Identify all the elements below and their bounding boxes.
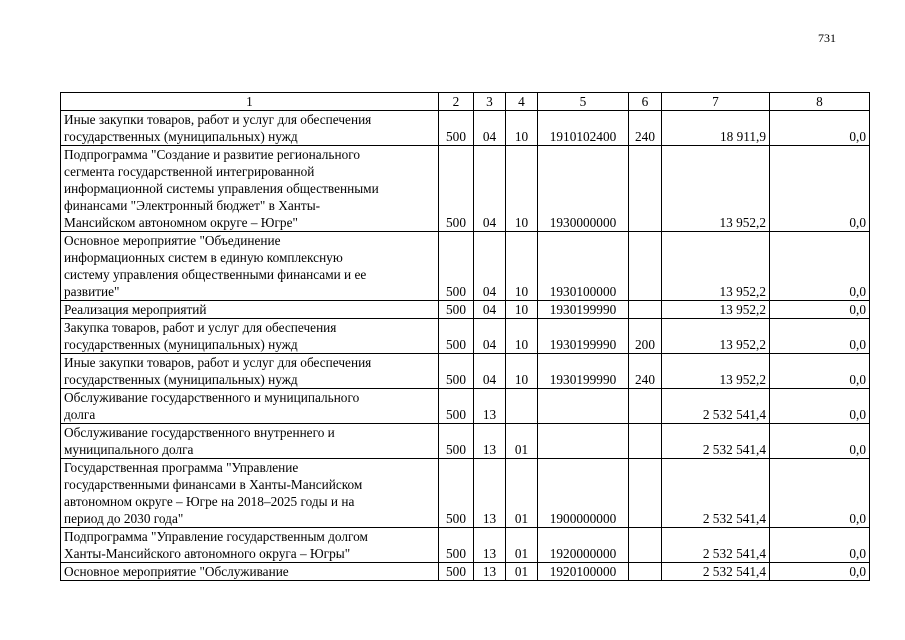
amount-cell: 13 952,2 <box>662 301 770 319</box>
row-name: Закупка товаров, работ и услуг для обеспечения государственных (муниципальных) нужд <box>64 320 337 352</box>
row-name: Обслуживание государственного и муниципального долга <box>64 390 360 422</box>
expense-type-code-cell <box>629 301 662 319</box>
target-item-code-cell <box>538 424 629 459</box>
amount-cell: 2 532 541,4 <box>662 528 770 563</box>
column-header-1: 1 <box>61 93 439 111</box>
expense-type-code-cell <box>629 146 662 232</box>
table-row <box>61 354 870 389</box>
expense-type-code-cell: 240 <box>629 354 662 389</box>
target-item-code-cell: 1920100000 <box>538 563 629 581</box>
budget-chapter-code-cell: 500 <box>439 146 474 232</box>
amount-cell: 2 532 541,4 <box>662 389 770 424</box>
column-header-7: 7 <box>662 93 770 111</box>
amount-cell: 13 952,2 <box>662 354 770 389</box>
amount-secondary-cell: 0,0 <box>770 111 870 146</box>
table-row <box>61 528 870 563</box>
target-item-code-cell: 1930199990 <box>538 319 629 354</box>
amount-cell: 13 952,2 <box>662 319 770 354</box>
budget-chapter-code-cell: 500 <box>439 111 474 146</box>
column-header-2: 2 <box>439 93 474 111</box>
section-code-cell: 04 <box>474 232 506 301</box>
amount-secondary-cell: 0,0 <box>770 424 870 459</box>
section-code-cell: 04 <box>474 319 506 354</box>
subsection-code-cell <box>506 389 538 424</box>
subsection-code-cell: 10 <box>506 232 538 301</box>
amount-secondary-cell: 0,0 <box>770 232 870 301</box>
subsection-code-cell: 01 <box>506 563 538 581</box>
expense-type-code-cell <box>629 528 662 563</box>
row-name: Основное мероприятие "Объединение информационных систем в единую комплексную систему управления общественными финансами и ее развитие" <box>64 233 367 299</box>
budget-chapter-code-cell: 500 <box>439 301 474 319</box>
expense-type-code-cell: 240 <box>629 111 662 146</box>
section-code-cell: 13 <box>474 389 506 424</box>
target-item-code-cell: 1910102400 <box>538 111 629 146</box>
row-name: Реализация мероприятий <box>64 302 207 317</box>
expense-type-code-cell <box>629 459 662 528</box>
column-header-8: 8 <box>770 93 870 111</box>
subsection-code-cell: 10 <box>506 354 538 389</box>
amount-cell: 18 911,9 <box>662 111 770 146</box>
row-name-cell <box>61 563 439 581</box>
section-code-cell: 04 <box>474 111 506 146</box>
budget-chapter-code-cell: 500 <box>439 319 474 354</box>
section-code-cell: 04 <box>474 146 506 232</box>
amount-cell: 2 532 541,4 <box>662 563 770 581</box>
subsection-code-cell: 10 <box>506 301 538 319</box>
row-name: Подпрограмма "Управление государственным долгом Ханты-Мансийского автономного округа – Югры" <box>64 529 368 561</box>
amount-secondary-cell: 0,0 <box>770 354 870 389</box>
row-name-cell <box>61 389 439 424</box>
header-row <box>61 93 870 111</box>
table-row <box>61 563 870 581</box>
target-item-code-cell: 1900000000 <box>538 459 629 528</box>
table-row <box>61 232 870 301</box>
table-row <box>61 424 870 459</box>
section-code-cell: 04 <box>474 354 506 389</box>
column-header-5: 5 <box>538 93 629 111</box>
row-name-cell <box>61 146 439 232</box>
section-code-cell: 13 <box>474 563 506 581</box>
target-item-code-cell: 1930199990 <box>538 354 629 389</box>
row-name: Иные закупки товаров, работ и услуг для обеспечения государственных (муниципальных) нужд <box>64 112 372 144</box>
expense-type-code-cell <box>629 232 662 301</box>
amount-secondary-cell: 0,0 <box>770 459 870 528</box>
expense-type-code-cell <box>629 563 662 581</box>
section-code-cell: 13 <box>474 459 506 528</box>
row-name: Иные закупки товаров, работ и услуг для обеспечения государственных (муниципальных) нужд <box>64 355 372 387</box>
table-row <box>61 301 870 319</box>
amount-cell: 13 952,2 <box>662 232 770 301</box>
amount-cell: 2 532 541,4 <box>662 424 770 459</box>
subsection-code-cell: 01 <box>506 459 538 528</box>
subsection-code-cell: 10 <box>506 111 538 146</box>
page-number: 731 <box>818 31 836 45</box>
table-body <box>61 111 870 581</box>
target-item-code-cell <box>538 389 629 424</box>
expense-type-code-cell <box>629 424 662 459</box>
subsection-code-cell: 10 <box>506 146 538 232</box>
budget-chapter-code-cell: 500 <box>439 528 474 563</box>
row-name-cell <box>61 232 439 301</box>
amount-secondary-cell: 0,0 <box>770 146 870 232</box>
target-item-code-cell: 1930100000 <box>538 232 629 301</box>
amount-cell: 2 532 541,4 <box>662 459 770 528</box>
row-name: Основное мероприятие "Обслуживание <box>64 564 289 579</box>
subsection-code-cell: 10 <box>506 319 538 354</box>
row-name-cell <box>61 354 439 389</box>
target-item-code-cell: 1930199990 <box>538 301 629 319</box>
table-row <box>61 146 870 232</box>
expense-type-code-cell <box>629 389 662 424</box>
section-code-cell: 13 <box>474 424 506 459</box>
budget-chapter-code-cell: 500 <box>439 354 474 389</box>
amount-secondary-cell: 0,0 <box>770 389 870 424</box>
subsection-code-cell: 01 <box>506 424 538 459</box>
target-item-code-cell: 1920000000 <box>538 528 629 563</box>
table-row <box>61 319 870 354</box>
row-name-cell <box>61 459 439 528</box>
table-row <box>61 111 870 146</box>
row-name: Подпрограмма "Создание и развитие регионального сегмента государственной интегрированной информационной системы управления общественными финансами "Электронный бюджет" в Ханты- Мансийском автономном округе – Югре" <box>64 147 379 230</box>
column-header-6: 6 <box>629 93 662 111</box>
row-name: Обслуживание государственного внутреннего и муниципального долга <box>64 425 335 457</box>
amount-secondary-cell: 0,0 <box>770 528 870 563</box>
row-name-cell <box>61 319 439 354</box>
table-row <box>61 459 870 528</box>
amount-cell: 13 952,2 <box>662 146 770 232</box>
column-header-3: 3 <box>474 93 506 111</box>
row-name: Государственная программа "Управление государственными финансами в Ханты-Мансийском автономном округе – Югре на 2018–2025 годы и на период до 2030 года" <box>64 460 363 526</box>
expense-type-code-cell: 200 <box>629 319 662 354</box>
amount-secondary-cell: 0,0 <box>770 563 870 581</box>
column-header-4: 4 <box>506 93 538 111</box>
budget-table <box>60 92 870 581</box>
row-name-cell <box>61 424 439 459</box>
budget-chapter-code-cell: 500 <box>439 459 474 528</box>
row-name-cell <box>61 111 439 146</box>
amount-secondary-cell: 0,0 <box>770 301 870 319</box>
amount-secondary-cell: 0,0 <box>770 319 870 354</box>
row-name-cell <box>61 528 439 563</box>
section-code-cell: 13 <box>474 528 506 563</box>
budget-chapter-code-cell: 500 <box>439 563 474 581</box>
row-name-cell <box>61 301 439 319</box>
budget-chapter-code-cell: 500 <box>439 389 474 424</box>
budget-chapter-code-cell: 500 <box>439 424 474 459</box>
target-item-code-cell: 1930000000 <box>538 146 629 232</box>
table-row <box>61 389 870 424</box>
section-code-cell: 04 <box>474 301 506 319</box>
budget-chapter-code-cell: 500 <box>439 232 474 301</box>
subsection-code-cell: 01 <box>506 528 538 563</box>
